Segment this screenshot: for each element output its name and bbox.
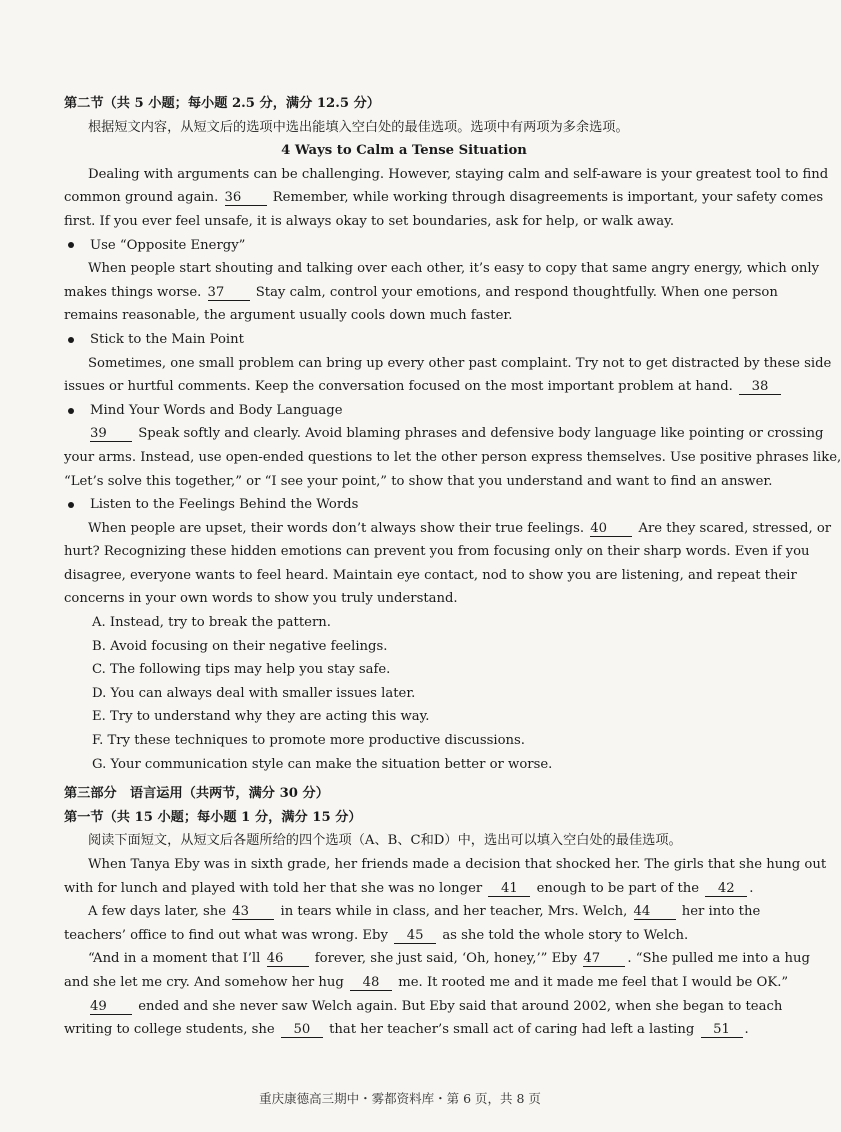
page-footer: 重庆康德高三期中・雾都资料库・第 6 页，共 8 页 [259,1091,541,1106]
blank-48[interactable]: 48 [350,975,392,991]
tip3-line-1: 39 Speak softly and clearly. Avoid blaming phrases and defensive body language like pointing or crossing [90,426,824,442]
tip2-heading: Stick to the Main Point [64,328,744,352]
tip3-heading: Mind Your Words and Body Language [64,399,744,423]
tip1-line-2: makes things worse. 37 Stay calm, control your emotions, and respond thoughtfully. When one person [64,284,778,300]
blank-38[interactable]: 38 [739,379,781,395]
cloze-p3-line-2: and she let me cry. And somehow her hug 48 me. It rooted me and it made me feel that I would be OK.” [64,974,789,990]
tip3-line-2: your arms. Instead, use open-ended questions to let the other person express themselves. Use positive phrases like, [64,449,841,465]
bullet-icon [68,502,74,508]
blank-41[interactable]: 41 [488,881,530,897]
blank-43[interactable]: 43 [232,904,274,920]
blank-44[interactable]: 44 [634,904,676,920]
bullet-icon [68,242,74,248]
section2-instruction: 根据短文内容，从短文后的选项中选出能填入空白处的最佳选项。选项中有两项为多余选项。 [88,119,629,135]
blank-46[interactable]: 46 [267,951,309,967]
cloze-p3-line-1: “And in a moment that I’ll 46 forever, she just said, ‘Oh, honey,’” Eby 47 . “She pulled me into a hug [88,951,810,967]
option-a[interactable]: A. Instead, try to break the pattern. [92,615,331,631]
intro-line-2: common ground again. 36 Remember, while working through disagreements is important, your safety comes [64,190,824,206]
tip1-line-3: remains reasonable, the argument usually cools down much faster. [64,308,513,324]
option-f[interactable]: F. Try these techniques to promote more productive discussions. [92,733,525,749]
bullet-icon [68,408,74,414]
cloze-p2-line-2: teachers’ office to find out what was wrong. Eby 45 as she told the whole story to Welch. [64,927,689,943]
option-c[interactable]: C. The following tips may help you stay safe. [92,662,391,678]
blank-39[interactable]: 39 [90,426,132,442]
tip2-line-1: Sometimes, one small problem can bring up every other past complaint. Try not to get distracted by these side [88,355,832,371]
bullet-icon [68,337,74,343]
option-g[interactable]: G. Your communication style can make the situation better or worse. [92,756,553,772]
blank-49[interactable]: 49 [90,999,132,1015]
blank-42[interactable]: 42 [705,881,747,897]
exam-page [64,92,841,1042]
tip4-line-1: When people are upset, their words don’t always show their true feelings. 40 Are they scared, stressed, or [88,520,832,536]
intro-line-1: Dealing with arguments can be challenging. However, staying calm and self-aware is your greatest tool to find [88,166,829,182]
section2-heading: 第二节（共 5 小题；每小题 2.5 分，满分 12.5 分） [64,96,380,111]
passage-title: 4 Ways to Calm a Tense Situation [281,143,527,159]
blank-51[interactable]: 51 [701,1022,743,1038]
options-list [64,611,744,776]
part3-heading: 第三部分 语言运用（共两节，满分 30 分） [64,786,329,802]
blank-40[interactable]: 40 [590,521,632,537]
tip3-line-3: “Let’s solve this together,” or “I see your point,” to show that you understand and want to find an answer. [64,473,773,489]
blank-50[interactable]: 50 [281,1022,323,1038]
cloze-p2-line-1: A few days later, she 43 in tears while in class, and her teacher, Mrs. Welch, 44 her into the [88,904,761,920]
blank-45[interactable]: 45 [394,928,436,944]
cloze-p1-line-2: with for lunch and played with told her that she was no longer 41 enough to be part of the 42 . [64,880,754,896]
tip2-line-2: issues or hurtful comments. Keep the conversation focused on the most important problem at hand. 38 [64,375,744,399]
tip4-line-4: concerns in your own words to show you truly understand. [64,591,458,607]
intro-line-3: first. If you ever feel unsafe, it is always okay to set boundaries, ask for help, or walk away. [64,213,675,229]
tip4-heading: Listen to the Feelings Behind the Words [64,493,744,517]
cloze-p1-line-1: When Tanya Eby was in sixth grade, her friends made a decision that shocked her. The girls that she hung out [88,857,827,872]
tip1-heading: Use “Opposite Energy” [64,234,744,258]
tip1-line-1: When people start shouting and talking over each other, it’s easy to copy that same angry energy, which only [88,261,820,277]
cloze-p4-line-1: 49 ended and she never saw Welch again. But Eby said that around 2002, when she began to teach [90,998,783,1014]
part3-instruction: 阅读下面短文，从短文后各题所给的四个选项（A、B、C和D）中，选出可以填入空白处的最佳选项。 [88,833,682,849]
part3-subheading: 第一节（共 15 小题；每小题 1 分，满分 15 分） [64,809,362,825]
blank-47[interactable]: 47 [583,951,625,967]
option-d[interactable]: D. You can always deal with smaller issues later. [92,685,416,701]
tip4-line-3: disagree, everyone wants to feel heard. Maintain eye contact, nod to show you are listening, and repeat their [64,567,797,583]
option-e[interactable]: E. Try to understand why they are acting this way. [92,709,430,725]
option-b[interactable]: B. Avoid focusing on their negative feelings. [92,638,388,654]
blank-36[interactable]: 36 [225,190,267,206]
cloze-p4-line-2: writing to college students, she 50 that her teacher’s small act of caring had left a lasting 51 . [64,1022,749,1038]
tip4-line-2: hurt? Recognizing these hidden emotions can prevent you from focusing only on their sharp words. Even if you [64,544,810,560]
blank-37[interactable]: 37 [208,285,250,301]
